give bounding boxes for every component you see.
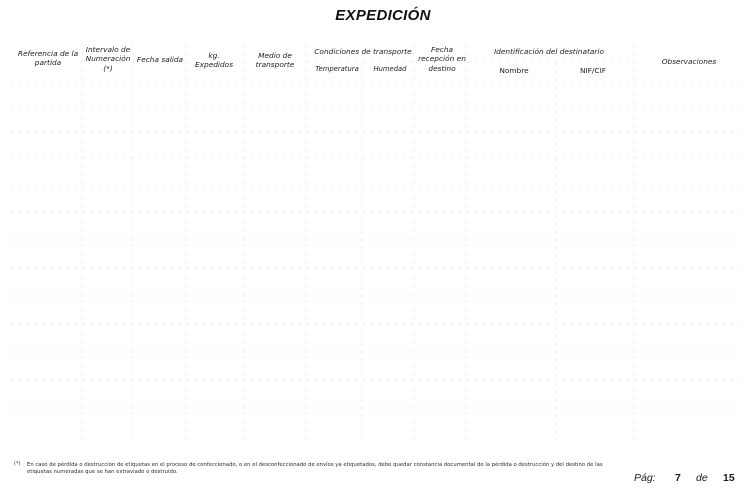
page-separator: de [696, 472, 708, 484]
footnote-mark: (*) [14, 461, 21, 467]
page-current: 7 [675, 472, 681, 484]
header-condiciones-transporte: Condiciones de transporte [314, 47, 412, 56]
header-kg-expedidos: kg. Expedidos [194, 51, 234, 70]
page-label: Pág: [634, 472, 656, 484]
header-observaciones: Observaciones [661, 57, 717, 66]
page-title: EXPEDICIÓN [335, 7, 431, 24]
header-medio-transporte: Medio de transporte [255, 51, 295, 70]
footnote-text: En caso de pérdida o destrucción de etiquetas en el proceso de confeccionado, o en el desconfeccionado de envíos ya etiquetados, debe quedar constancia documental de la pérdida o destrucción y del destino de las etiquetas numeradas que se han extraviado o destruido. [27, 462, 603, 476]
header-humedad: Humedad [373, 65, 407, 73]
header-nombre: Nombre [499, 66, 529, 75]
page-total: 15 [723, 472, 735, 484]
header-fecha-salida: Fecha salida [136, 55, 184, 64]
header-fecha-recepcion-destino: Fecha recepción en destino [418, 45, 466, 73]
header-referencia-partida: Referencia de la partida [17, 49, 79, 68]
header-nif-cif: NIF/CIF [579, 66, 607, 75]
header-temperatura: Temperatura [315, 65, 359, 73]
header-identificacion-destinatario: Identificación del destinatario [493, 47, 605, 56]
header-intervalo-numeracion: Intervalo de Numeración (*) [85, 45, 131, 73]
